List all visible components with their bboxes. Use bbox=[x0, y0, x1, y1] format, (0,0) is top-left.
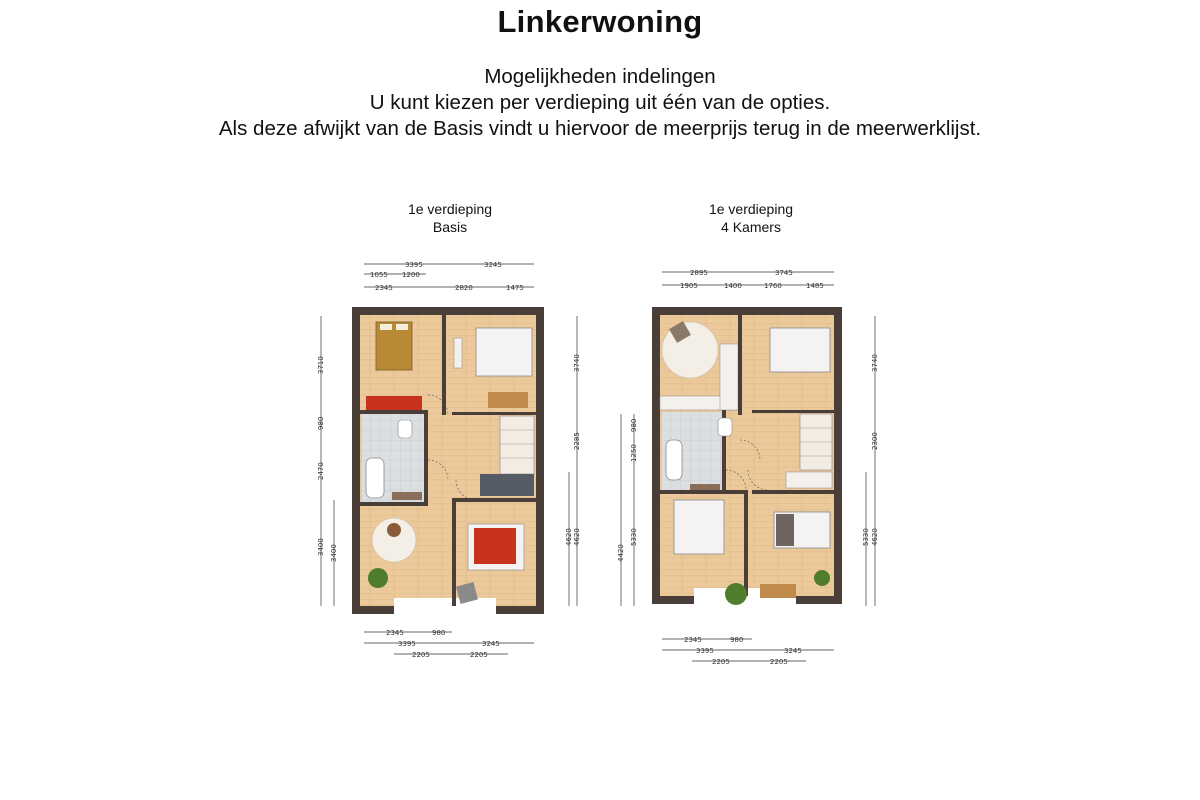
stair-void bbox=[480, 474, 534, 496]
cabinet bbox=[366, 396, 422, 410]
dim-label: 3710 bbox=[317, 356, 325, 374]
bathtub bbox=[366, 458, 384, 498]
plan-4-kamers bbox=[617, 269, 879, 666]
subtitle-line: Mogelijkheden indelingen bbox=[484, 65, 716, 88]
bed bbox=[474, 528, 516, 564]
plan-basis bbox=[317, 261, 581, 659]
plant bbox=[725, 583, 747, 605]
dim-label: 4420 bbox=[617, 544, 625, 562]
dim-label: 1200 bbox=[402, 271, 420, 279]
dim-label: 1485 bbox=[806, 282, 824, 290]
bed bbox=[674, 500, 724, 554]
dim-label: 5330 bbox=[862, 528, 870, 546]
dim-label: 2345 bbox=[386, 629, 404, 637]
dim-label: 2345 bbox=[684, 636, 702, 644]
dim-label: 2285 bbox=[573, 432, 581, 450]
plant bbox=[814, 570, 830, 586]
bed bbox=[770, 328, 830, 372]
dim-label: 3400 bbox=[330, 544, 338, 562]
dim-label: 1475 bbox=[506, 284, 524, 292]
subtitle-line: Als deze afwijkt van de Basis vindt u hiervoor de meerprijs terug in de meerwerklijst. bbox=[218, 117, 982, 140]
dim-label: 3740 bbox=[871, 354, 879, 372]
dim-label: 3400 bbox=[317, 538, 325, 556]
dim-label: 3245 bbox=[784, 647, 802, 655]
dim-label: 2895 bbox=[690, 269, 708, 277]
dim-label: 980 bbox=[317, 416, 325, 430]
subtitle-line: U kunt kiezen per verdieping uit één van de opties. bbox=[369, 91, 831, 114]
dim-label: 3395 bbox=[405, 261, 423, 269]
dim-label: 1250 bbox=[630, 444, 638, 462]
dim-label: 1400 bbox=[724, 282, 742, 290]
desk bbox=[488, 392, 528, 408]
dim-label: 2470 bbox=[317, 462, 325, 480]
dim-label: 4620 bbox=[565, 528, 573, 546]
dim-label: 980 bbox=[432, 629, 446, 637]
dim-label: 5330 bbox=[630, 528, 638, 546]
dim-label: 2205 bbox=[770, 658, 788, 666]
dim-label: 1055 bbox=[370, 271, 388, 279]
plan-option-label: 4 Kamers bbox=[721, 219, 781, 235]
plan-floor-label: 1e verdieping bbox=[708, 201, 794, 217]
dim-label: 3395 bbox=[398, 640, 416, 648]
dim-label: 3745 bbox=[775, 269, 793, 277]
dim-label: 980 bbox=[630, 418, 638, 432]
dim-label: 2205 bbox=[712, 658, 730, 666]
page-title: Linkerwoning bbox=[497, 4, 703, 39]
dim-label: 4620 bbox=[871, 528, 879, 546]
bathtub bbox=[666, 440, 682, 480]
plant bbox=[368, 568, 388, 588]
dim-label: 2820 bbox=[455, 284, 473, 292]
plan-option-label: Basis bbox=[432, 219, 468, 235]
dim-label: 2205 bbox=[412, 651, 430, 659]
desk bbox=[760, 584, 796, 598]
dim-label: 1760 bbox=[764, 282, 782, 290]
stairs bbox=[500, 416, 534, 474]
dim-label: 2205 bbox=[470, 651, 488, 659]
dim-label: 2345 bbox=[375, 284, 393, 292]
dim-label: 3395 bbox=[696, 647, 714, 655]
dim-label: 980 bbox=[730, 636, 744, 644]
dim-label: 3245 bbox=[484, 261, 502, 269]
bed bbox=[476, 328, 532, 376]
plan-floor-label: 1e verdieping bbox=[407, 201, 493, 217]
dim-label: 4620 bbox=[573, 528, 581, 546]
dim-label: 3740 bbox=[573, 354, 581, 372]
dim-label: 3245 bbox=[482, 640, 500, 648]
dim-label: 2300 bbox=[871, 432, 879, 450]
dim-label: 1905 bbox=[680, 282, 698, 290]
